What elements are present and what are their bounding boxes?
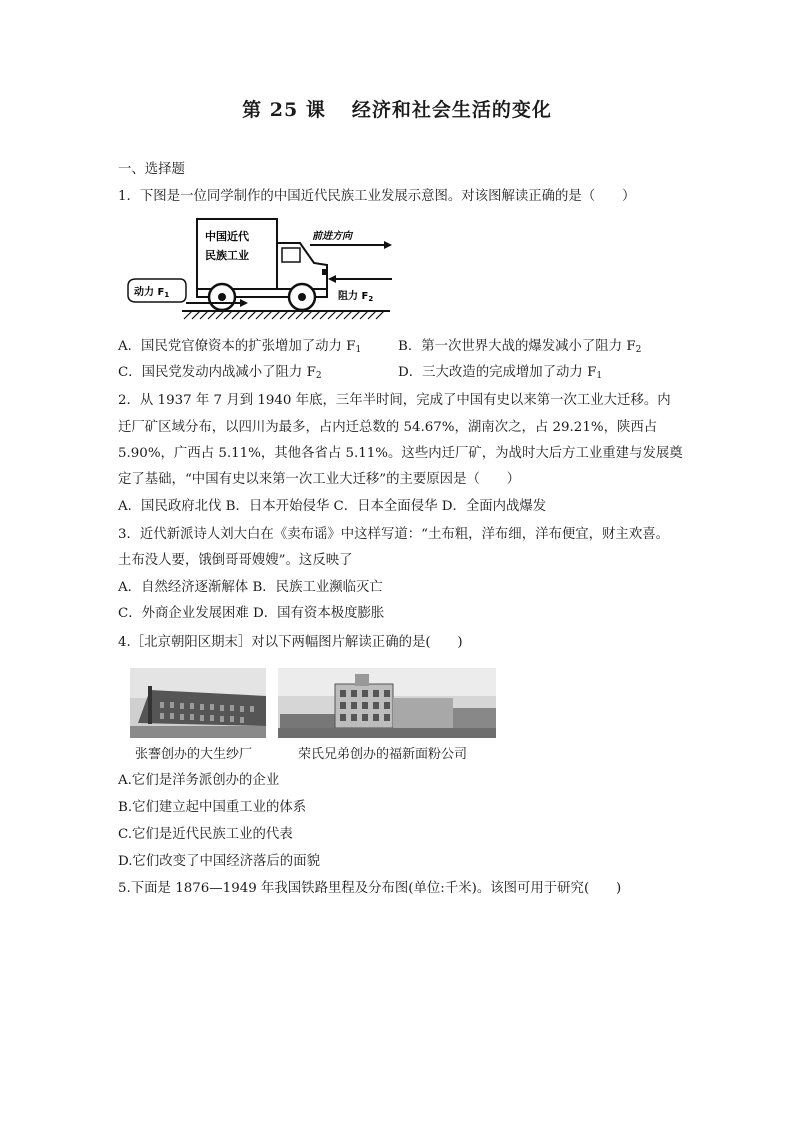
- q4-photos: [130, 668, 500, 743]
- q5-stem: 5.下面是 1876—1949 年我国铁路里程及分布图(单位:千米)。该图可用于研究( ): [118, 881, 622, 896]
- q1-stem: 1．下图是一位同学制作的中国近代民族工业发展示意图。对该图解读正确的是（ ）: [118, 189, 636, 204]
- lesson-number: 第 25 课: [242, 99, 326, 121]
- force1-label: 动力 $F_1$: [134, 287, 170, 299]
- direction-arrowhead: [384, 241, 392, 249]
- q3-line-1: 3．近代新派诗人刘大白在《卖布谣》中这样写道：“土布粗，洋布细，洋布便宜，财主欢喜。: [118, 527, 669, 542]
- q2-line-2: 迁厂矿区域分布，以四川为最多，占内迁总数的 54.67%，湖南次之，占 29.21%，陕西占: [118, 420, 658, 435]
- truck-label-1: 中国近代: [205, 230, 249, 243]
- q1-option-a: A．国民党官僚资本的扩张增加了动力 $F_1$: [118, 339, 362, 355]
- photo2-caption: 荣氏兄弟创办的福新面粉公司: [298, 747, 468, 762]
- force1-arrowhead: [240, 299, 248, 307]
- rear-hub: [218, 293, 226, 301]
- q3-line-2: 土布没人要，饿倒哥哥嫂嫂”。这反映了: [118, 553, 353, 568]
- lesson-name: 经济和社会生活的变化: [351, 99, 552, 121]
- force2-label: 阻力 $F_2$: [338, 291, 374, 303]
- headlight: [322, 269, 328, 275]
- photo1-caption: 张謇创办的大生纱厂: [135, 747, 253, 762]
- photo-fuxin-flour: [278, 668, 496, 738]
- section-heading: 一、选择题: [118, 162, 185, 177]
- q3-options-cd: C．外商企业发展困难 D．国有资本极度膨胀: [118, 606, 385, 621]
- q4-stem: 4.［北京朝阳区期末］对以下两幅图片解读正确的是( ): [118, 635, 463, 650]
- cab-window: [282, 248, 300, 262]
- q4-option-a: A.它们是洋务派创办的企业: [118, 773, 280, 788]
- q4-option-d: D.它们改变了中国经济落后的面貌: [118, 854, 320, 869]
- q2-line-3: 5.90%，广西占 5.11%，其他各省占 5.11%。这些内迁厂矿，为战时大后方工业重建与发展奠: [118, 446, 683, 461]
- q4-option-c: C.它们是近代民族工业的代表: [118, 827, 293, 842]
- truck-label-2: 民族工业: [205, 249, 249, 262]
- q1-option-c: C．国民党发动内战减小了阻力 $F_2$: [118, 365, 322, 381]
- q2-line-4: 定了基础，“中国有史以来第一次工业大迁移”的主要原因是（ ）: [118, 472, 521, 487]
- q2-options: A．国民政府北伐 B．日本开始侵华 C．日本全面侵华 D．全面内战爆发: [118, 499, 547, 514]
- q4-option-b: B.它们建立起中国重工业的体系: [118, 800, 307, 815]
- q1-option-b: B．第一次世界大战的爆发减小了阻力 $F_2$: [398, 339, 642, 355]
- photo-dasheng-mill: [130, 668, 266, 738]
- front-hub: [298, 293, 306, 301]
- q3-options-ab: A．自然经济逐渐解体 B．民族工业濒临灭亡: [118, 580, 383, 595]
- page-title: [0, 95, 794, 122]
- force2-arrowhead: [328, 275, 336, 283]
- ground-hatch: [184, 311, 384, 319]
- truck-diagram: [122, 215, 392, 327]
- direction-label: 前进方向: [312, 231, 352, 242]
- q1-option-d: D．三大改造的完成增加了动力 $F_1$: [398, 365, 603, 381]
- q2-line-1: 2．从 1937 年 7 月到 1940 年底，三年半时间，完成了中国有史以来第一次工业大迁移。内: [118, 393, 671, 408]
